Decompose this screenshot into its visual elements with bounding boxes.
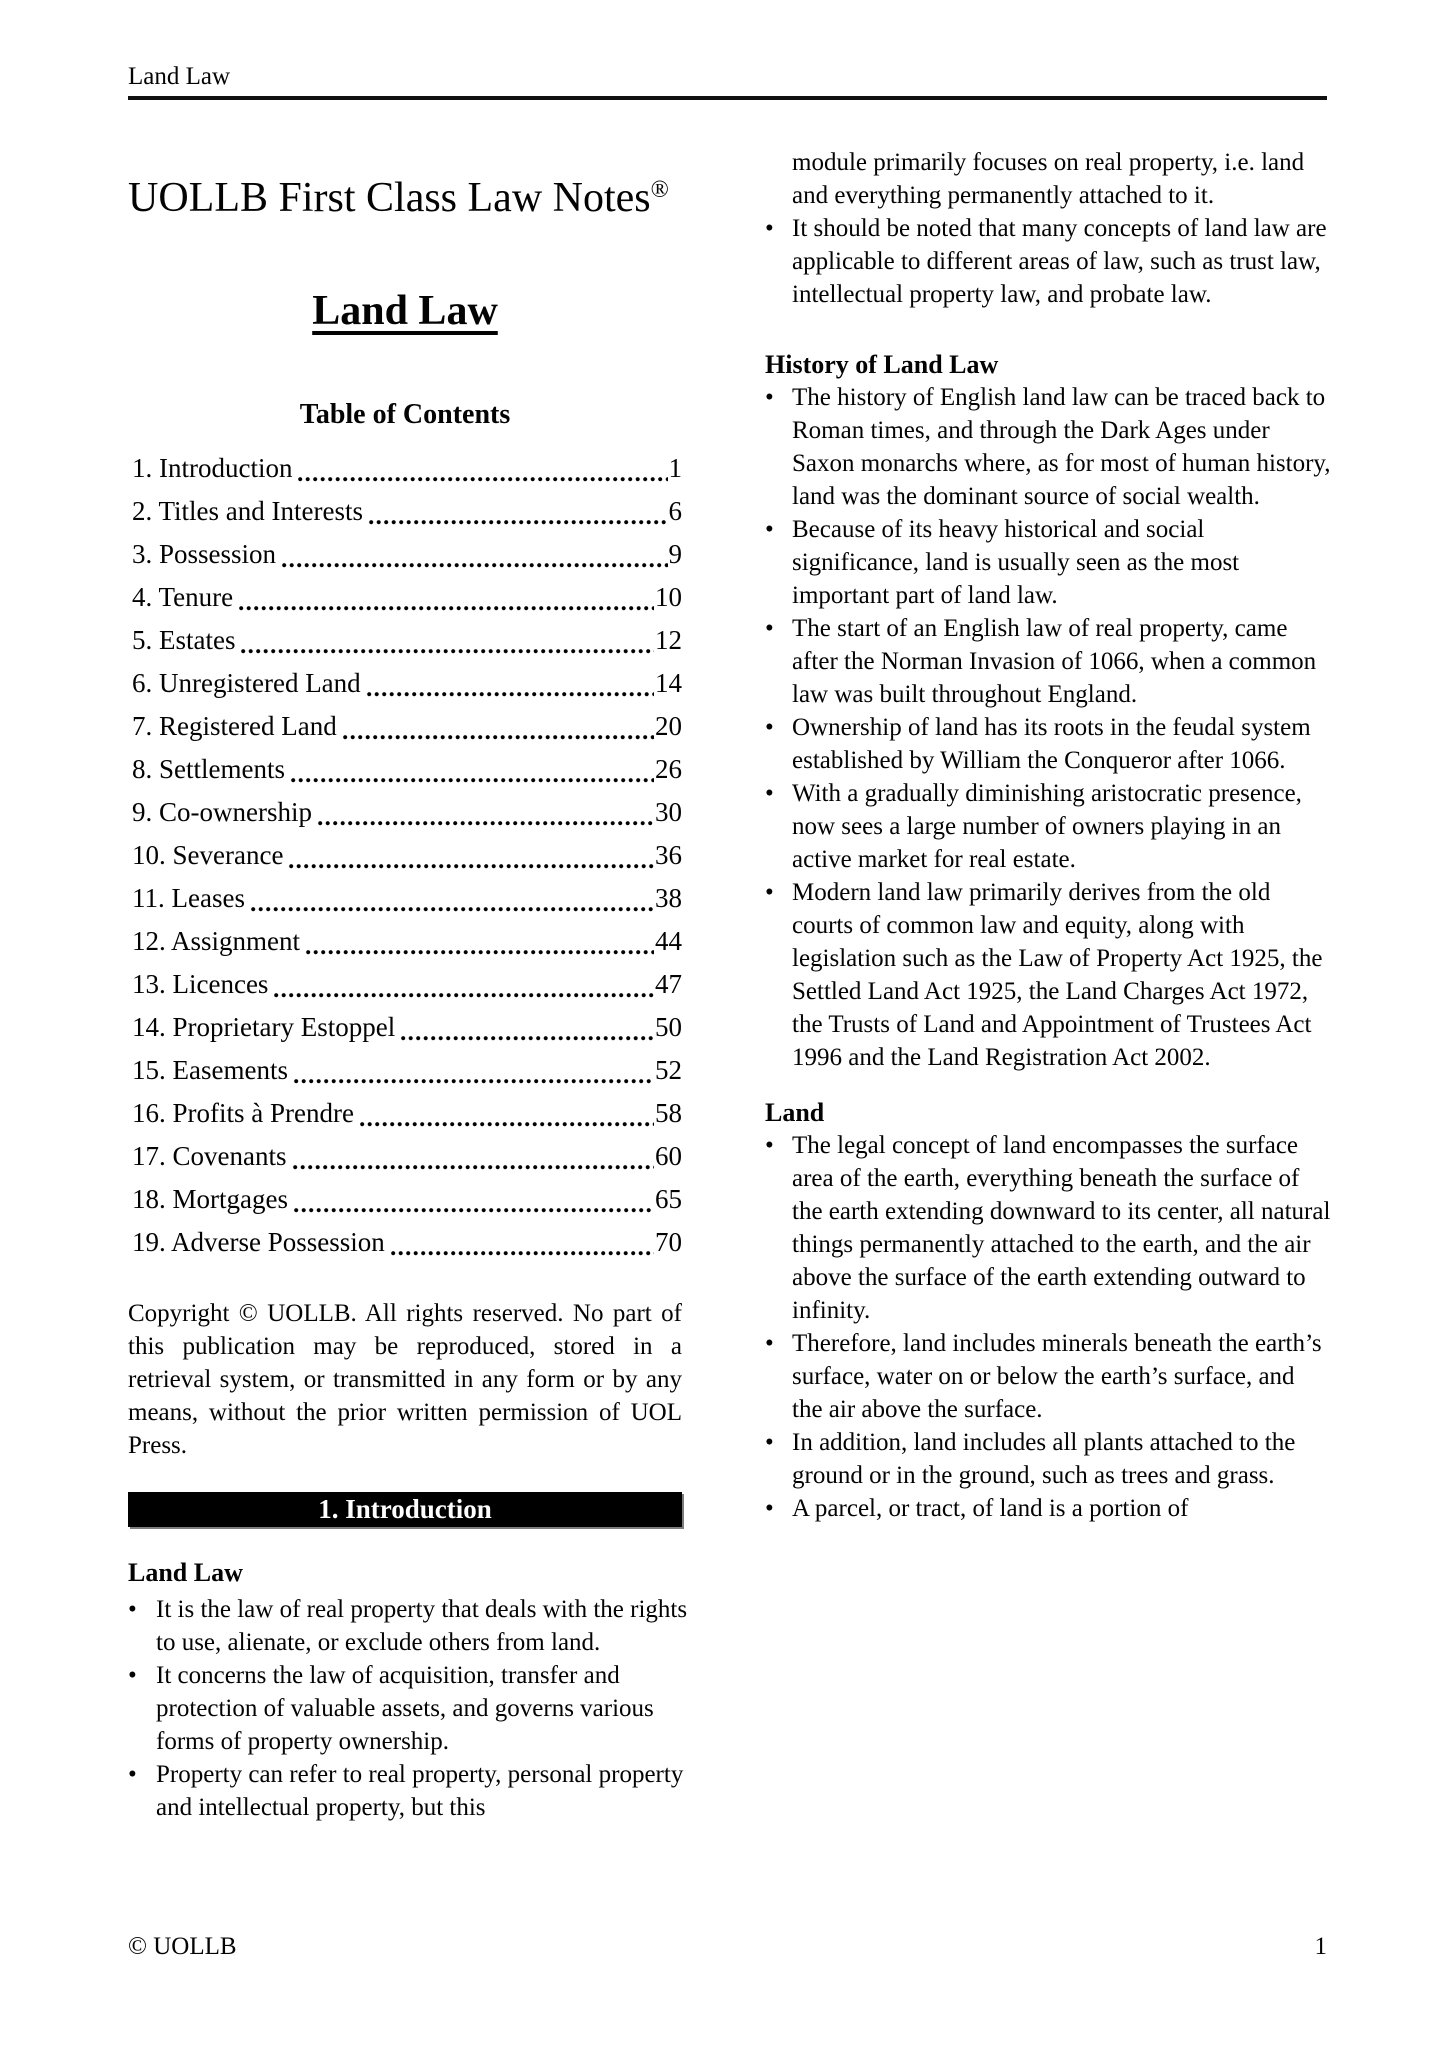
toc-dot-leader — [391, 1251, 654, 1256]
toc-entry — [128, 447, 682, 490]
bullet-item — [765, 1129, 1331, 1327]
toc-dot-leader — [360, 1122, 654, 1127]
bullet-item — [765, 612, 1331, 711]
bullet-marker: • — [765, 615, 774, 642]
toc-entry-page: 30 — [655, 797, 682, 827]
toc-entry-page: 36 — [655, 840, 682, 870]
bullet-marker: • — [128, 1662, 137, 1689]
toc-entry — [128, 619, 682, 662]
right-column — [765, 146, 1331, 1525]
running-header: Land Law — [128, 63, 231, 90]
bullet-text: With a gradually diminishing aristocratic presence, now sees a large number of owners playing in an active market for real estate. — [792, 780, 1302, 873]
bullet-text: Because of its heavy historical and social significance, land is usually seen as the most important part of land law. — [792, 516, 1240, 609]
toc-entry-label: 12. Assignment — [132, 926, 301, 956]
bullet-item — [765, 876, 1331, 1074]
bullet-marker: • — [128, 1596, 137, 1623]
bullet-item — [765, 711, 1331, 777]
bullet-item — [128, 1758, 688, 1824]
toc-entry-page: 12 — [655, 625, 682, 655]
bullet-text: Ownership of land has its roots in the feudal system established by William the Conqueror after 1066. — [792, 714, 1311, 774]
bullet-marker: • — [765, 516, 774, 543]
registered-trademark-mark: ® — [650, 177, 669, 203]
bullet-item — [128, 1593, 688, 1659]
toc-entry-label: 6. Unregistered Land — [132, 668, 361, 698]
toc-dot-leader — [289, 864, 654, 869]
bullet-item — [765, 381, 1331, 513]
bullet-text: In addition, land includes all plants attached to the ground or in the ground, such as trees and grass. — [792, 1429, 1296, 1489]
toc-entry — [128, 1221, 682, 1264]
toc-entry-page: 1 — [668, 453, 682, 483]
bullet-marker: • — [765, 1429, 774, 1456]
toc-entry-page: 58 — [655, 1098, 682, 1128]
toc-entry-label: 5. Estates — [132, 625, 236, 655]
bullet-list — [765, 381, 1331, 1074]
bullet-text: It concerns the law of acquisition, transfer and protection of valuable assets, and governs various forms of property ownership. — [156, 1662, 654, 1755]
toc-entry-label: 7. Registered Land — [132, 711, 337, 741]
copyright-notice: Copyright © UOLLB. All rights reserved. No part of this publication may be reproduced, stored in a retrieval system, or transmitted in any form or by any means, without the prior written permission of UOL Press. — [128, 1300, 682, 1459]
toc-entry-page: 60 — [655, 1141, 682, 1171]
toc-dot-leader — [282, 563, 667, 568]
toc-entry-label: 2. Titles and Interests — [132, 496, 364, 526]
toc-dot-leader — [241, 649, 654, 654]
toc-entry-page: 26 — [655, 754, 682, 784]
toc-entry-label: 8. Settlements — [132, 754, 285, 784]
toc-list — [128, 447, 682, 1264]
brand-title-text: UOLLB First Class Law Notes — [128, 175, 651, 221]
toc-entry-label: 19. Adverse Possession — [132, 1227, 385, 1257]
subsection-heading: Land Law — [128, 1558, 243, 1587]
toc-entry — [128, 963, 682, 1006]
bullet-item — [765, 513, 1331, 612]
bullet-marker: • — [765, 780, 774, 807]
bullet-text: A parcel, or tract, of land is a portion of — [792, 1495, 1189, 1522]
toc-entry — [128, 1135, 682, 1178]
toc-dot-leader — [318, 821, 654, 826]
toc-entry — [128, 1049, 682, 1092]
footer-copyright: © UOLLB — [128, 1933, 237, 1960]
bullet-marker: • — [765, 1495, 774, 1522]
toc-entry — [128, 748, 682, 791]
brand-title — [128, 166, 728, 222]
toc-entry-label: 11. Leases — [132, 883, 245, 913]
toc-entry-label: 4. Tenure — [132, 582, 234, 612]
toc-entry-label: 9. Co-ownership — [132, 797, 312, 827]
header-rule — [128, 96, 1327, 100]
toc-entry-label: 15. Easements — [132, 1055, 288, 1085]
toc-entry-page: 9 — [668, 539, 682, 569]
toc-entry-page: 6 — [668, 496, 682, 526]
toc-entry-label: 10. Severance — [132, 840, 284, 870]
toc-entry — [128, 1178, 682, 1221]
toc-entry-page: 65 — [655, 1184, 682, 1214]
toc-dot-leader — [306, 950, 654, 955]
section-heading: History of Land Law — [765, 350, 999, 379]
toc-entry-label: 17. Covenants — [132, 1141, 287, 1171]
toc-entry-page: 44 — [655, 926, 682, 956]
continuation-paragraph: module primarily focuses on real property, i.e. land and everything permanently attached to it. — [792, 149, 1305, 209]
bullet-item — [765, 1492, 1331, 1525]
bullet-list — [765, 212, 1331, 311]
toc-entry-page: 10 — [655, 582, 682, 612]
toc-entry — [128, 576, 682, 619]
toc-dot-leader — [369, 520, 667, 525]
toc-entry-page: 14 — [655, 668, 682, 698]
toc-entry — [128, 877, 682, 920]
bullet-item — [765, 777, 1331, 876]
bullet-item — [765, 1327, 1331, 1426]
section-banner: 1. Introduction — [128, 1492, 682, 1527]
toc-entry-page: 70 — [655, 1227, 682, 1257]
bullet-text: The start of an English law of real property, came after the Norman Invasion of 1066, when a common law was built throughout England. — [792, 615, 1317, 708]
toc-entry-label: 14. Proprietary Estoppel — [132, 1012, 396, 1042]
bullet-marker: • — [765, 215, 774, 242]
toc-entry — [128, 834, 682, 877]
bullet-marker: • — [765, 1330, 774, 1357]
bullet-text: Property can refer to real property, personal property and intellectual property, but this — [156, 1761, 684, 1821]
toc-entry-label: 13. Licences — [132, 969, 269, 999]
bullet-item — [765, 1426, 1331, 1492]
bullet-text: The legal concept of land encompasses the surface area of the earth, everything beneath the surface of the earth extending downward to its center, all natural things permanently attached to the earth, and the air above the surface of the earth extending outward to infinity. — [792, 1132, 1331, 1324]
toc-entry-label: 3. Possession — [132, 539, 277, 569]
toc-entry-page: 52 — [655, 1055, 682, 1085]
toc-entry — [128, 1092, 682, 1135]
sections-container — [765, 348, 1331, 1525]
bullet-marker: • — [765, 384, 774, 411]
toc-entry-label: 18. Mortgages — [132, 1184, 288, 1214]
toc-dot-leader — [401, 1036, 654, 1041]
bullet-marker: • — [765, 879, 774, 906]
toc-entry — [128, 490, 682, 533]
toc-entry-label: 1. Introduction — [132, 453, 293, 483]
bullet-text: It should be noted that many concepts of land law are applicable to different areas of law, such as trust law, intellectual property law, and probate law. — [792, 215, 1327, 308]
toc-dot-leader — [251, 907, 654, 912]
bullet-text: Therefore, land includes minerals beneath the earth’s surface, water on or below the earth’s surface, and the air above the surface. — [792, 1330, 1322, 1423]
toc-entry-page: 38 — [655, 883, 682, 913]
toc-dot-leader — [294, 1079, 654, 1084]
bullet-text: It is the law of real property that deals with the rights to use, alienate, or exclude others from land. — [156, 1596, 688, 1656]
page-title: Land Law — [312, 288, 498, 334]
bullet-marker: • — [128, 1761, 137, 1788]
toc-entry-page: 47 — [655, 969, 682, 999]
bullet-text: Modern land law primarily derives from the old courts of common law and equity, along with legislation such as the Law of Property Act 1925, the Settled Land Act 1925, the Land Charges Act 1972, the Trusts of Land and Appointment of Trustees Act 1996 and the Land Registration Act 2002. — [792, 879, 1323, 1071]
toc-dot-leader — [343, 735, 654, 740]
toc-entry — [128, 662, 682, 705]
toc-entry-label: 16. Profits à Prendre — [132, 1098, 354, 1128]
toc-dot-leader — [367, 692, 654, 697]
bullet-text: The history of English land law can be traced back to Roman times, and through the Dark Ages under Saxon monarchs where, as for most of human history, land was the dominant source of social wealth. — [792, 384, 1331, 510]
page-number: 1 — [1314, 1933, 1327, 1960]
bullet-item — [128, 1659, 688, 1758]
bullet-marker: • — [765, 714, 774, 741]
bullet-item — [765, 212, 1331, 311]
toc-entry — [128, 791, 682, 834]
toc-entry — [128, 533, 682, 576]
toc-dot-leader — [291, 778, 654, 783]
section-heading: Land — [765, 1098, 825, 1127]
toc-dot-leader — [274, 993, 654, 998]
toc-entry — [128, 1006, 682, 1049]
toc-entry — [128, 705, 682, 748]
bullet-marker: • — [765, 1132, 774, 1159]
bullet-list — [765, 1129, 1331, 1525]
toc-dot-leader — [239, 606, 654, 611]
toc-dot-leader — [294, 1208, 654, 1213]
toc-dot-leader — [298, 477, 667, 482]
toc-entry — [128, 920, 682, 963]
toc-dot-leader — [293, 1165, 655, 1170]
bullet-list — [128, 1593, 688, 1824]
toc-entry-page: 20 — [655, 711, 682, 741]
toc-heading: Table of Contents — [299, 399, 511, 430]
toc-entry-page: 50 — [655, 1012, 682, 1042]
